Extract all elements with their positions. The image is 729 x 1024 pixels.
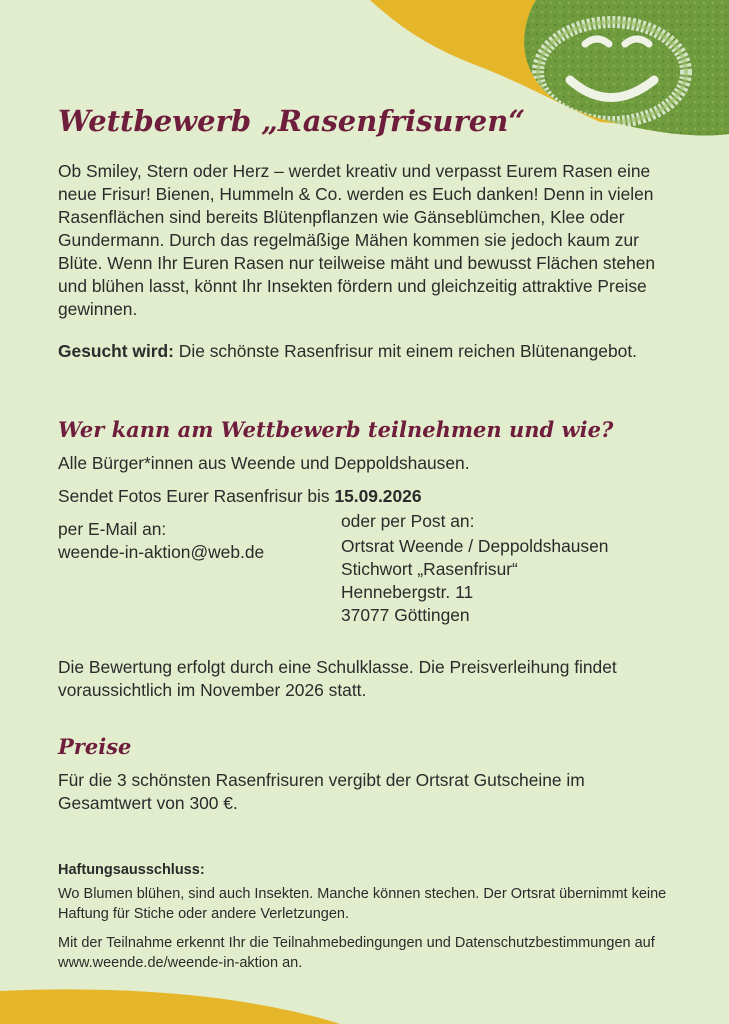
wanted-text: Die schönste Rasenfrisur mit einem reichen Blütenangebot. [173,341,637,361]
bottom-decoration [0,985,729,1024]
email-label: per E-Mail an: [58,519,167,539]
page-title: Wettbewerb „Rasenfrisuren“ [58,104,526,138]
send-text: Sendet Fotos Eurer Rasenfrisur bis [58,486,335,506]
address-line: 37077 Göttingen [341,605,470,625]
email-address[interactable]: weende-in-aktion@web.de [58,542,265,562]
post-label: oder per Post an: [341,511,475,531]
post-block [341,510,608,627]
prizes-paragraph: Für die 3 schönsten Rasenfrisuren vergibt der Ortsrat Gutscheine im Gesamtwert von 300 €. [58,770,585,813]
address-line: Stichwort „Rasenfrisur“ [341,559,518,579]
deadline: 15.09.2026 [334,486,422,506]
disclaimer-text: Wo Blumen blühen, sind auch Insekten. Manche können stechen. Der Ortsrat übernimmt keine Haftung für Stiche oder andere Verletzungen. [58,886,667,922]
participation-heading: Wer kann am Wettbewerb teilnehmen und wie? [58,417,614,442]
wanted-label: Gesucht wird: [58,341,174,361]
yellow-wave-bottom [0,989,340,1024]
prizes-heading: Preise [58,734,132,759]
email-block [58,518,264,564]
rating-paragraph: Die Bewertung erfolgt durch eine Schulklasse. Die Preisverleihung findet voraussichtlich im November 2026 statt. [58,657,617,700]
wanted-paragraph [58,340,658,363]
participants-text: Alle Bürger*innen aus Weende und Deppoldshausen. [58,453,470,473]
intro-paragraph: Ob Smiley, Stern oder Herz – werdet kreativ und verpasst Eurem Rasen eine neue Frisur! Bienen, Hummeln & Co. werden es Euch danken! Denn in vielen Rasenflächen sind bereits Blütenpflanzen wie Gänseblümchen, Klee oder Gundermann. Durch das regelmäßige Mähen kommen sie jedoch kaum zur Blüte. Wenn Ihr Euren Rasen nur teilweise mäht und bewusst Flächen stehen und blühen lasst, könnt Ihr Insekten fördern und gleichzeitig attraktive Preise gewinnen. [58,161,656,319]
address-line: Ortsrat Weende / Deppoldshausen [341,536,609,556]
disclaimer-heading: Haftungsausschluss: [58,862,205,878]
lawn-photo [510,0,729,140]
address-line: Hennebergstr. 11 [341,582,474,602]
terms-text: Mit der Teilnahme erkennt Ihr die Teilnahmebedingungen und Datenschutzbestimmungen auf www.weende.de/weende-in-aktion an. [58,935,655,971]
send-line [58,485,422,508]
